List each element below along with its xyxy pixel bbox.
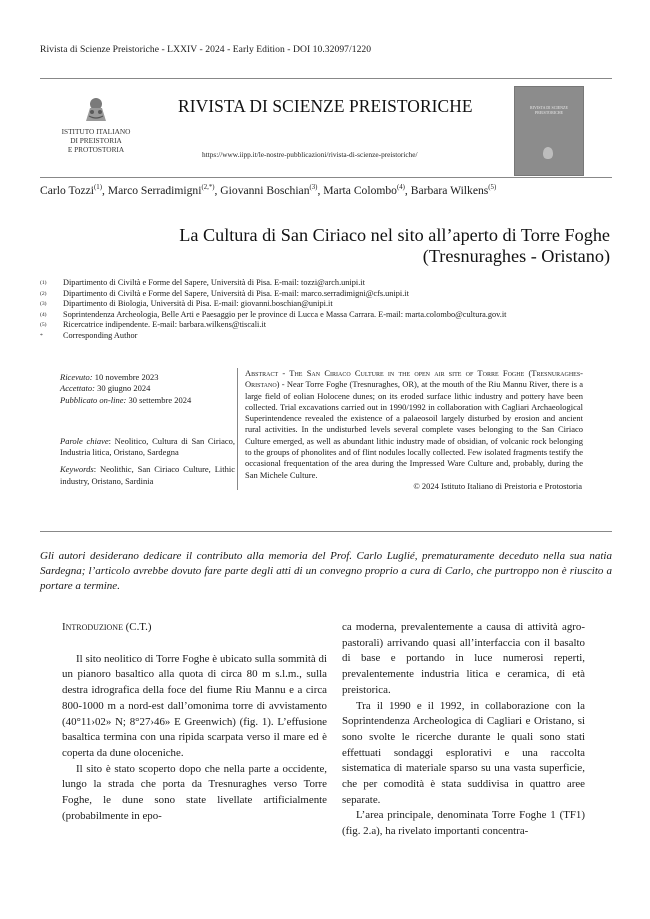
journal-cover-thumbnail	[514, 86, 584, 176]
body-paragraph: Il sito è stato scoperto dopo che nella parte a occidente, lungo la strada che porta da Tresnuraghes verso Torre Foghe, le dune sono state livellate artificialmente (probabilmente in epo-	[62, 762, 327, 822]
cover-emblem-icon	[543, 147, 553, 159]
affiliation-marker: *	[40, 332, 43, 339]
affiliation-text: Dipartimento di Civiltà e Forme del Sapere, Università di Pisa. E-mail: tozzi@arch.unipi.it	[63, 278, 365, 287]
meta-divider	[237, 368, 238, 490]
affiliation-item	[40, 289, 615, 300]
journal-title: RIVISTA DI SCIENZE PREISTORICHE	[178, 96, 473, 116]
abstract-label: Abstract - The San Ciriaco Culture in the open air site of Torre Foghe (Tresnuraghes-Oristano)	[245, 368, 583, 390]
author-separator: ,	[317, 184, 324, 197]
author-affiliation-marker: (5)	[488, 184, 497, 192]
author-name: Marco Serradimigni	[107, 184, 202, 197]
author-affiliation-marker: (2,*)	[201, 184, 215, 192]
author-affiliation-marker: (4)	[396, 184, 405, 192]
affiliation-item	[40, 299, 615, 310]
author-name: Carlo Tozzi	[40, 184, 95, 197]
abstract-rule	[40, 531, 612, 532]
paper-title-line1: La Cultura di San Ciriaco nel sito all’aperto di Torre Foghe	[179, 225, 610, 245]
affiliation-item	[40, 320, 615, 331]
online-date: Pubblicato on-line: 30 settembre 2024	[60, 394, 192, 405]
article-dates	[60, 372, 235, 487]
body-paragraph: Il sito neolitico di Torre Foghe è ubicato sulla sommità di un pianoro basaltico alla quota di circa 80 m s.l.m., sulla destra idrografica della foce del fiume Riu Mannu e a circa 800-1000 m a nord-est dall’omonima torre di avvistamento (40°11›02» N; 8°27›46» E Greenwich) (fig. 1). L’effusione basaltica termina con una ripida scarpata verso il mare ed è coperta da dune oloceniche.	[62, 652, 327, 759]
body-column-left	[62, 620, 327, 824]
header-rule-top	[40, 78, 612, 79]
body-column-right	[342, 620, 585, 840]
copyright-notice: © 2024 Istituto Italiano di Preistoria e Protostoria	[413, 481, 582, 491]
author-separator: ,	[214, 184, 221, 197]
author-separator: ,	[404, 184, 411, 197]
affiliation-text: Corresponding Author	[63, 330, 138, 340]
affiliation-text: Soprintendenza Archeologia, Belle Arti e Paesaggio per le province di Lucca e Massa Carrara. E-mail: marta.colombo@cultura.gov.it	[63, 309, 507, 319]
institute-name-line1: ISTITUTO ITALIANO	[61, 127, 131, 136]
affiliation-marker: (5)	[40, 322, 47, 329]
keywords-italian: Parole chiave: Neolitico, Cultura di San Ciriaco, Industria litica, Oristano, Sardegna	[60, 435, 236, 458]
author-list	[40, 184, 496, 197]
running-head: Rivista di Scienze Preistoriche - LXXIV - 2024 - Early Edition - DOI 10.32097/1220	[40, 44, 372, 55]
accepted-date: Accettato: 30 giugno 2024	[60, 383, 151, 394]
author-name: Barbara Wilkens	[410, 184, 489, 197]
institute-name-line2: DI PREISTORIA	[70, 136, 122, 145]
paper-title-line2: (Tresnuraghes - Oristano)	[422, 246, 610, 266]
header-rule-bottom	[40, 177, 612, 178]
section-heading: Introduzione (C.T.)	[62, 621, 152, 633]
paper-title	[50, 225, 610, 267]
abstract-text: - Near Torre Foghe (Tresnuraghes, OR), at the mouth of the Riu Mannu River, there is a large field of eolian Holocene dunes; on its eroded surface lithic industry and pottery have been collected. Trial excavations carried out in 1990/1992 in collaboration with Cagliari Archaeological Superintendence revealed the existence of a palaeosoil largely disturbed by erosion and ancient rural activities. In the undisturbed levels several complete vases belonging to the San Ciriaco Culture emerged, as well as abundant lithic industry made of obsidian, of volcanic rock belonging to the groups of phonolites and of flint nodules locally collected. Few isolated fragments testify the occasional frequentation of the area during the Impressed Ware Culture and, probably, during the San Michele Culture.	[245, 379, 583, 480]
affiliation-text: Dipartimento di Biologia, Università di Pisa. E-mail: giovanni.boschian@unipi.it	[63, 299, 333, 309]
cover-title: RIVISTA DI SCIENZE PREISTORICHE	[530, 105, 568, 115]
institute-logo	[40, 94, 152, 154]
author-name: Giovanni Boschian	[220, 184, 310, 197]
body-paragraph: ca moderna, prevalentemente a causa di attività agro-pastorali) arrivando quasi all’interfaccia con il basalto di base e portando in luce numerosi reperti, prevalentemente industria litica e ceramica, di età preistorica.	[342, 621, 585, 696]
affiliation-marker: (3)	[40, 301, 47, 308]
dedication: Gli autori desiderano dedicare il contributo alla memoria del Prof. Carlo Luglié, prematuramente deceduto nella sua natia Sardegna; l’articolo avrebbe dovuto fare parte degli atti di un convegno proprio a cura di Carlo, che purtroppo non è riuscito a portare a termine.	[40, 550, 612, 592]
institute-name-line3: E PROTOSTORIA	[67, 145, 125, 154]
affiliation-item	[40, 310, 615, 321]
affiliations	[40, 278, 615, 342]
author-affiliation-marker: (1)	[94, 184, 102, 192]
author-affiliation-marker: (3)	[309, 184, 318, 192]
affiliation-marker: (1)	[40, 280, 47, 286]
journal-url[interactable]: https://www.iipp.it/le-nostre-pubblicazioni/rivista-di-scienze-preistoriche/	[202, 150, 418, 159]
institute-emblem-icon	[81, 94, 111, 124]
abstract	[245, 368, 583, 481]
affiliation-item	[40, 331, 615, 342]
author-separator: ,	[101, 184, 108, 197]
affiliation-marker: (2)	[40, 290, 47, 297]
keywords-english: Keywords: Neolithic, San Ciriaco Culture, Lithic industry, Oristano, Sardinia	[60, 464, 235, 486]
received-date: Ricevuto: 10 novembre 2023	[60, 372, 159, 382]
affiliation-text: Dipartimento di Civiltà e Forme del Sapere, Università di Pisa. E-mail: marco.serradimigni@cfs.unipi.it	[63, 288, 409, 298]
affiliation-item	[40, 278, 615, 289]
body-paragraph: L’area principale, denominata Torre Foghe 1 (TF1) (fig. 2.a), ha rivelato importanti concentra-	[342, 809, 585, 838]
author-name: Marta Colombo	[323, 184, 397, 197]
affiliation-text: Ricercatrice indipendente. E-mail: barbara.wilkens@tiscali.it	[63, 320, 266, 330]
affiliation-marker: (4)	[40, 311, 47, 318]
body-paragraph: Tra il 1990 e il 1992, in collaborazione con la Soprintendenza Archeologica di Cagliari e Oristano, si sono svolte le ricerche durante le quali sono stati effettuati sondaggi esplorativi e una raccolta sistematica di materiale sparso su una vasta superficie, che per comodità è stata suddivisa in quattro aree separate.	[342, 699, 585, 806]
